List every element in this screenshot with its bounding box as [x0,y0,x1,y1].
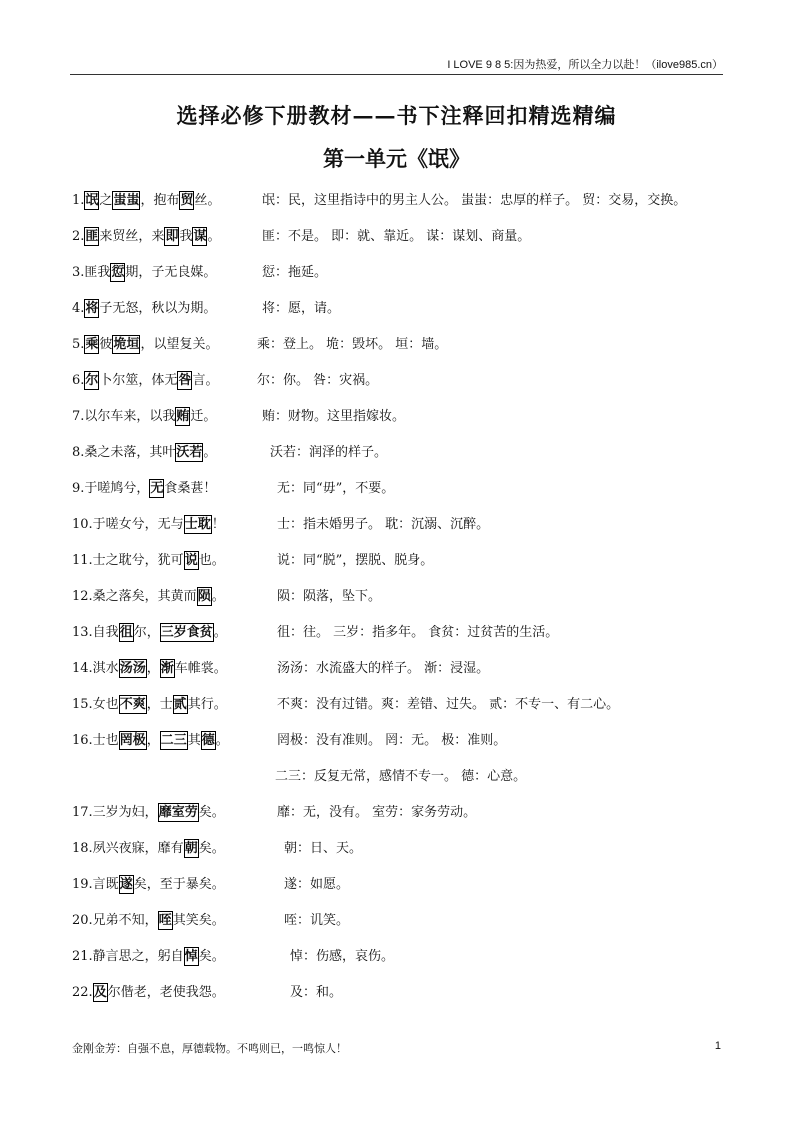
sentence-text: 矣。 [198,841,225,856]
gloss-note: 愆：拖延。 [262,265,328,280]
highlighted-term: 咥 [158,913,172,928]
highlighted-term: 遂 [119,877,133,892]
annotation-line [72,296,732,332]
annotation-line [72,548,732,584]
sentence-text: 21.静言思之，躬自 [72,949,184,964]
sentence-text: 3.匪我 [72,265,111,280]
highlighted-term: 乘 [85,337,99,352]
sentence-text: 丝。 [194,193,221,208]
gloss-note: 乘：登上。 垝：毁坏。 垣：墙。 [257,337,448,352]
highlighted-term: 及 [93,985,107,1000]
sentence-text: 其 [187,733,201,748]
gloss-note: 匪：不是。 即：就、靠近。 谋：谋划、商量。 [262,229,531,244]
page-number: 1 [714,1040,721,1052]
sentence-text: 8.桑之未落，其叶 [72,445,176,460]
source-sentence [72,260,216,286]
source-sentence [72,296,216,322]
sentence-text: 15.女也 [72,697,119,712]
header-divider [70,74,723,75]
sentence-text: ，士 [146,697,173,712]
annotation-line [72,980,732,1016]
highlighted-term: 罔极 [119,733,146,748]
annotation-line [72,800,732,836]
source-sentence [72,836,225,862]
sentence-text: ， [146,733,160,748]
highlighted-term: 不爽 [119,697,146,712]
source-sentence [72,476,216,502]
highlighted-term: 士耽 [184,517,211,532]
sentence-text: ，抱布 [140,193,180,208]
sentence-text: 矣，至于暴矣。 [133,877,225,892]
source-sentence [72,656,227,682]
annotation-line [72,620,732,656]
highlighted-term: 将 [85,301,99,316]
source-sentence [72,980,225,1006]
annotation-line [72,476,732,512]
sentence-text: 矣。 [198,949,225,964]
page-title: 选择必修下册教材——书下注释回扣精选精编 [176,103,617,128]
highlighted-term: 沃若 [176,445,203,460]
highlighted-term: 德 [201,733,215,748]
sentence-text: 5. [72,337,85,352]
gloss-note: 氓：民，这里指诗中的男主人公。 蚩蚩：忠厚的样子。 贸：交易，交换。 [262,193,687,208]
highlighted-term: 匪 [85,229,99,244]
sentence-text: 其笑矣。 [172,913,225,928]
gloss-note: 靡：无，没有。 室劳：家务劳动。 [277,805,477,820]
annotation-line [72,224,732,260]
sentence-text: 13.自我 [72,625,119,640]
source-sentence [72,404,216,430]
gloss-note: 说：同“脱”，摆脱、脱身。 [277,553,434,568]
sentence-text: 来贸丝，来 [99,229,165,244]
source-sentence [72,620,227,646]
sentence-text: 之 [99,193,113,208]
sentence-text: 9.于嗟鸠兮， [72,481,150,496]
sentence-text: 7.以尔车来，以我 [72,409,176,424]
sentence-text: 。 [207,229,221,244]
unit-title: 第一单元《氓》 [323,146,470,171]
source-sentence [72,548,225,574]
gloss-note: 尔：你。 咎：灾祸。 [257,373,379,388]
annotation-line [72,692,732,728]
sentence-text: 19.言既 [72,877,119,892]
source-sentence [72,908,225,934]
gloss-note: 贿：财物。这里指嫁妆。 [262,409,406,424]
annotation-line [72,188,732,224]
highlighted-term: 咎 [178,373,192,388]
highlighted-term: 说 [184,553,198,568]
annotation-line [72,908,732,944]
sentence-text: 14.淇水 [72,661,119,676]
annotation-line [72,728,732,764]
gloss-note: 陨：陨落，坠下。 [277,589,382,604]
annotation-line [72,872,732,908]
highlighted-term: 即 [165,229,179,244]
annotation-line [72,764,732,800]
sentence-text: 卜尔筮，体无 [99,373,178,388]
source-sentence [72,368,218,394]
source-sentence [72,872,225,898]
sentence-text: 彼 [99,337,113,352]
sentence-text: 18.夙兴夜寐，靡有 [72,841,184,856]
highlighted-term: 二三 [160,733,187,748]
gloss-note: 二三：反复无常，感情不专一。 德：心意。 [275,769,527,784]
sentence-text: 期，子无良媒。 [125,265,217,280]
source-sentence [72,584,225,610]
gloss-note: 悼：伤感，哀伤。 [290,949,395,964]
source-sentence [72,728,229,754]
annotation-line [72,656,732,692]
annotation-line [72,512,732,548]
annotation-line [72,836,732,872]
highlighted-term: 汤汤 [119,661,146,676]
source-sentence [72,440,216,466]
sentence-text: 迁。 [190,409,217,424]
page-header: I LOVE 9 8 5:因为热爱，所以全力以赴！（ilove985.cn） [447,59,723,71]
source-sentence [72,332,218,358]
gloss-note: 沃若：润泽的样子。 [270,445,388,460]
annotation-list [72,188,732,1016]
source-sentence [72,512,225,538]
sentence-text: 。 [211,589,225,604]
sentence-text: 。 [203,445,217,460]
sentence-text: 20.兄弟不知， [72,913,158,928]
annotation-line [72,440,732,476]
gloss-note: 士：指未婚男子。 耽：沉溺、沉醉。 [277,517,490,532]
sentence-text: 也。 [198,553,225,568]
sentence-text: 2. [72,229,85,244]
gloss-note: 朝：日、天。 [284,841,363,856]
sentence-text: 11.士之耽兮，犹可 [72,553,184,568]
sentence-text: 22. [72,985,93,1000]
highlighted-term: 蚩蚩 [113,193,140,208]
sentence-text: 1. [72,193,85,208]
sentence-text: 10.于嗟女兮，无与 [72,517,184,532]
source-sentence [72,224,221,250]
sentence-text: 其行。 [187,697,227,712]
annotation-line [72,584,732,620]
sentence-text: 我 [179,229,193,244]
sentence-text: 6. [72,373,85,388]
sentence-text: 。 [213,625,227,640]
highlighted-term: 愆 [111,265,125,280]
highlighted-term: 贸 [180,193,194,208]
sentence-text: 12.桑之落矣，其黄而 [72,589,197,604]
sentence-text: 车帷裳。 [174,661,227,676]
gloss-note: 咥：讥笑。 [284,913,350,928]
highlighted-term: 谋 [193,229,207,244]
annotation-line [72,944,732,980]
source-sentence [72,944,225,970]
sentence-text: 尔偕老，老使我怨。 [107,985,225,1000]
gloss-note: 徂：往。 三岁：指多年。 食贫：过贫苦的生活。 [277,625,559,640]
highlighted-term: 徂 [119,625,133,640]
gloss-note: 及：和。 [290,985,343,1000]
source-sentence [72,188,221,214]
highlighted-term: 贿 [176,409,190,424]
sentence-text: ，以望复关。 [140,337,219,352]
highlighted-term: 陨 [197,589,211,604]
source-sentence [72,800,225,826]
sentence-text: 言。 [192,373,219,388]
sentence-text: 食桑葚！ [164,481,217,496]
highlighted-term: 悼 [184,949,198,964]
gloss-note: 罔极：没有准则。 罔：无。 极：准则。 [277,733,507,748]
sentence-text: 矣。 [198,805,225,820]
sentence-text: 。 [215,733,229,748]
highlighted-term: 渐 [160,661,174,676]
gloss-note: 不爽：没有过错。爽：差错、过失。 贰：不专一、有二心。 [277,697,620,712]
annotation-line [72,368,732,404]
highlighted-term: 三岁食贫 [160,625,213,640]
annotation-line [72,332,732,368]
gloss-note: 无：同“毋”，不要。 [277,481,395,496]
highlighted-term: 垝垣 [113,337,140,352]
highlighted-term: 朝 [184,841,198,856]
gloss-note: 将：愿，请。 [262,301,341,316]
highlighted-term: 无 [150,481,164,496]
sentence-text: 16.士也 [72,733,119,748]
annotation-line [72,260,732,296]
source-sentence [72,692,227,718]
highlighted-term: 尔 [85,373,99,388]
footer-motto: 金刚金芳：自强不息，厚德载物。不鸣则已，一鸣惊人！ [72,1042,347,1055]
highlighted-term: 氓 [85,193,99,208]
sentence-text: 尔， [133,625,160,640]
gloss-note: 汤汤：水流盛大的样子。 渐：浸湿。 [277,661,490,676]
gloss-note: 遂：如愿。 [284,877,350,892]
annotation-line [72,404,732,440]
highlighted-term: 靡室劳 [158,805,198,820]
sentence-text: 17.三岁为妇， [72,805,158,820]
sentence-text: 子无怒，秋以为期。 [99,301,217,316]
sentence-text: ， [146,661,160,676]
sentence-text: ！ [211,517,225,532]
highlighted-term: 贰 [173,697,187,712]
sentence-text: 4. [72,301,85,316]
